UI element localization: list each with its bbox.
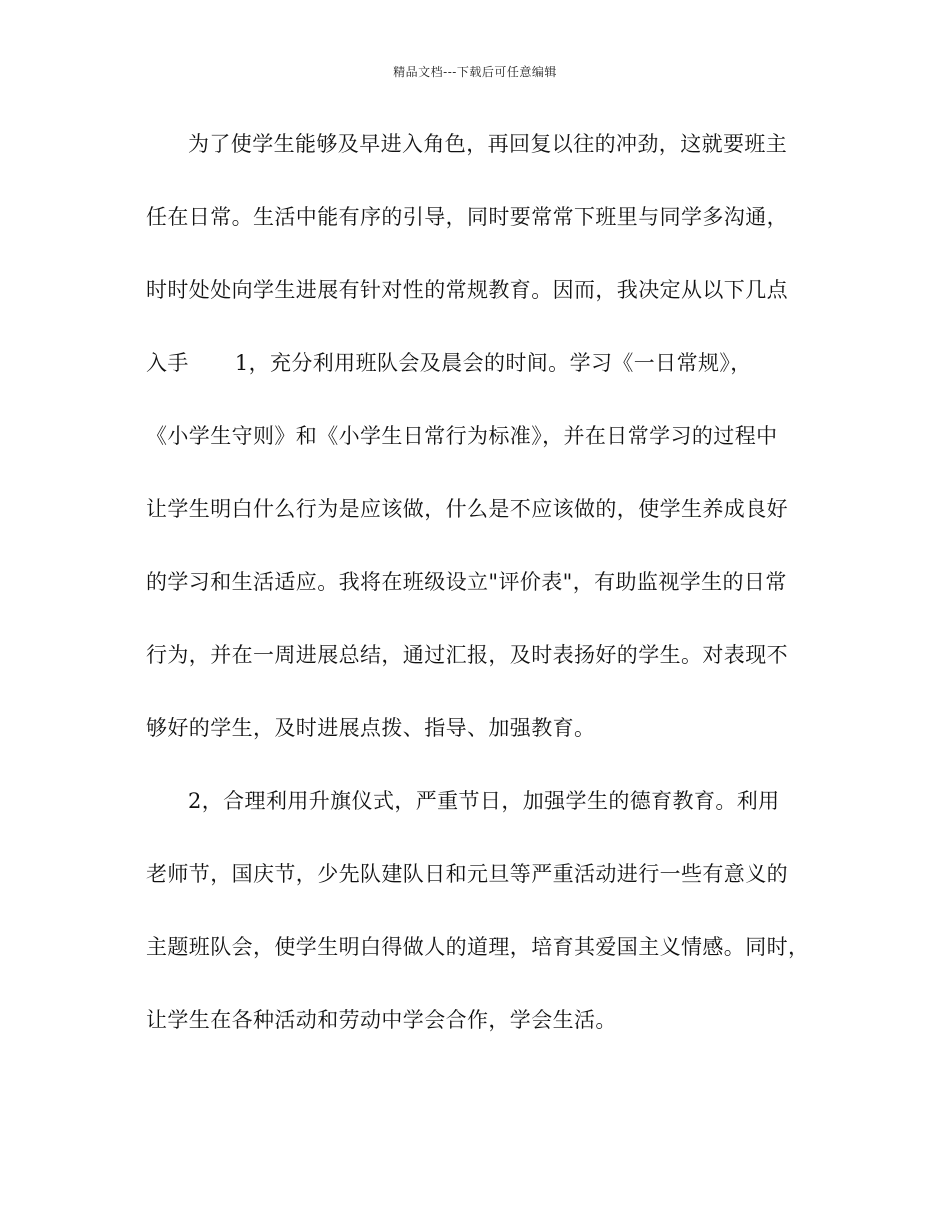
paragraph-line: 让学生在各种活动和劳动中学会合作，学会生活。 bbox=[146, 1008, 617, 1032]
paragraph-line: 《小学生守则》和《小学生日常行为标准》，并在日常学习的过程中 bbox=[146, 424, 778, 448]
paragraph-line: 任在日常。生活中能有序的引导，同时要常常下班里与同学多沟通， bbox=[146, 205, 788, 229]
paragraph-line bbox=[146, 327, 826, 400]
line-segment: 1，充分利用班队会及晨会的时间。学习《一日常规》， bbox=[234, 351, 752, 375]
paragraph-line: 主题班队会，使学生明白得做人的道理，培育其爱国主义情感。同时， bbox=[146, 935, 810, 959]
paragraph-line: 行为，并在一周进展总结，通过汇报，及时表扬好的学生。对表现不 bbox=[146, 643, 788, 667]
line-segment: 入手 bbox=[146, 351, 189, 375]
paragraph-line: 时时处处向学生进展有针对性的常规教育。因而，我决定从以下几点 bbox=[146, 278, 788, 302]
paragraph-line: 让学生明白什么行为是应该做，什么是不应该做的，使学生养成良好 bbox=[146, 497, 788, 521]
document-body bbox=[146, 108, 826, 1057]
paragraph-line: 2，合理利用升旗仪式，严重节日，加强学生的德育教育。利用 bbox=[188, 789, 780, 813]
page-header: 精品文档---下载后可任意编辑 bbox=[393, 65, 557, 79]
paragraph-line: 够好的学生，及时进展点拨、指导、加强教育。 bbox=[146, 716, 596, 740]
paragraph-line: 的学习和生活适应。我将在班级设立"评价表"，有助监视学生的日常 bbox=[146, 570, 787, 594]
paragraph-line: 为了使学生能够及早进入角色，再回复以往的冲劲，这就要班主 bbox=[188, 132, 788, 156]
paragraph-line: 老师节，国庆节，少先队建队日和元旦等严重活动进行一些有意义的 bbox=[146, 862, 788, 886]
